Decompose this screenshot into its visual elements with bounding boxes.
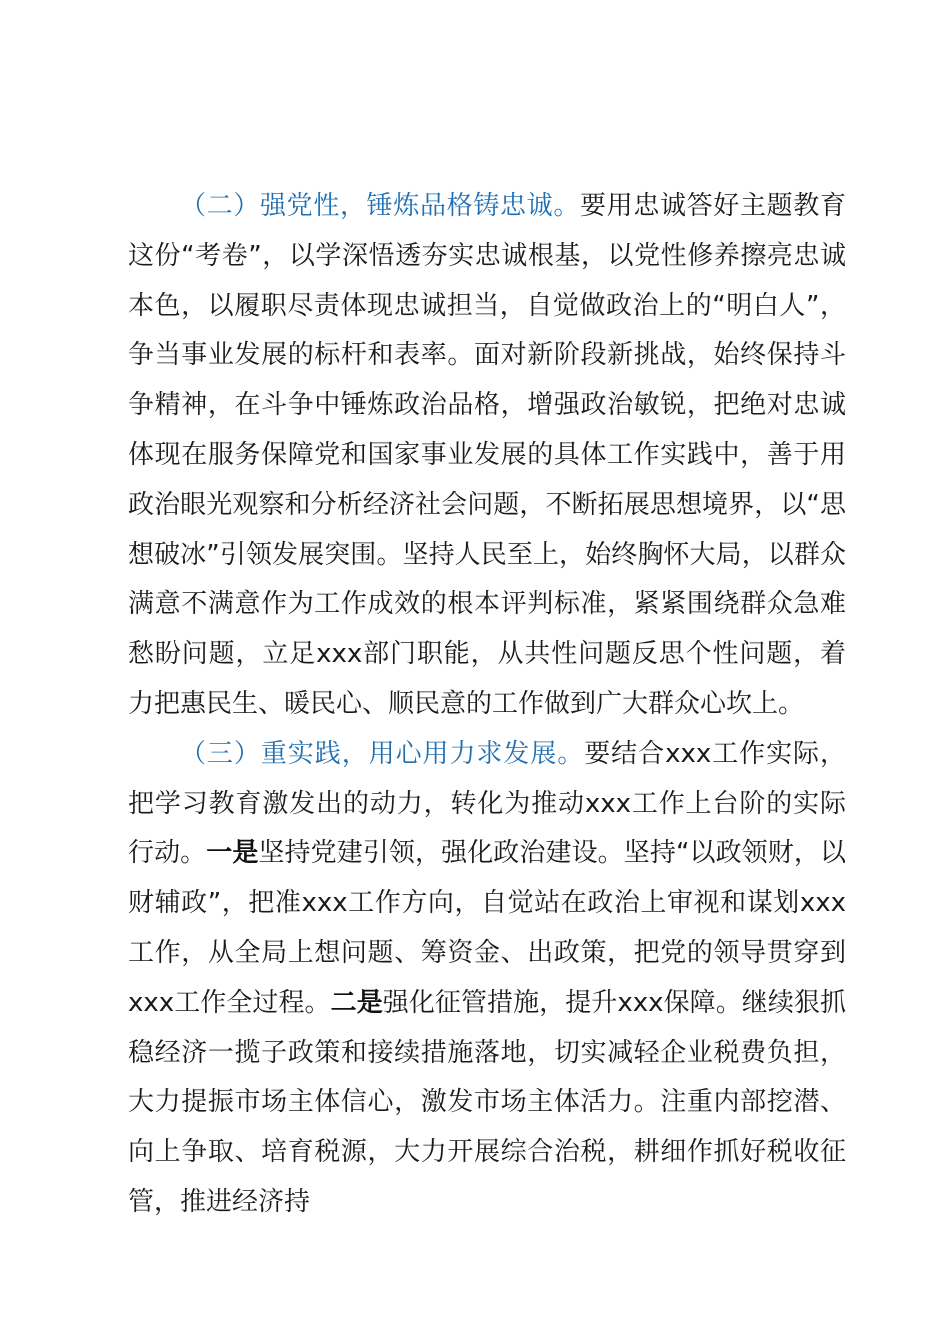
section-heading: （三）重实践，用心用力求发展。: [180, 738, 585, 769]
paragraph-text: 要用忠诚答好主题教育这份“考卷”，以学深悟透夯实忠诚根基，以党性修养擦亮忠诚本色，以履职尽责体现忠诚担当，自觉做政治上的“明白人”，争当事业发展的标杆和表率。面对新阶段新挑战，始终保持斗争精神，在斗争中锤炼政治品格，增强政治敏锐，把绝对忠诚体现在服务保障党和国家事业发展的具体工作实践中，善于用政治眼光观察和分析经济社会问题，不断拓展思想境界，以“思想破冰”引领发展突围。坚持人民至上，始终胸怀大局，以群众满意不满意作为工作成效的根本评判标准，紧紧围绕群众急难愁盼问题，立足xxx部门职能，从共性问题反思个性问题，着力把惠民生、暖民心、顺民意的工作做到广大群众心坎上。: [128, 191, 846, 719]
paragraph-text: 坚持党建引领，强化政治建设。坚持“以政领财，以财辅政”，把准xxx工作方向，自觉站在政治上审视和谋划xxx工作，从全局上想问题、筹资金、出政策，把党的领导贯穿到xxx工作全过程。: [128, 838, 846, 1018]
paragraph-text: 要结合xxx工作实际，把学习教育激发出的动力，转化为推动xxx工作上台阶的实际行动。: [128, 738, 846, 869]
paragraph-two: [128, 182, 846, 730]
paragraph-three: [128, 730, 846, 1228]
document-body: [128, 182, 846, 1228]
lead-marker: 一是: [206, 838, 259, 869]
lead-marker: 二是: [330, 987, 383, 1018]
paragraph-text: 强化征管措施，提升xxx保障。继续狠抓稳经济一揽子政策和接续措施落地，切实减轻企业税费负担，大力提振市场主体信心，激发市场主体活力。注重内部挖潜、向上争取、培育税源，大力开展综合治税，耕细作抓好税收征管，推进经济持: [128, 987, 846, 1217]
section-heading: （二）强党性，锤炼品格铸忠诚。: [180, 191, 580, 221]
